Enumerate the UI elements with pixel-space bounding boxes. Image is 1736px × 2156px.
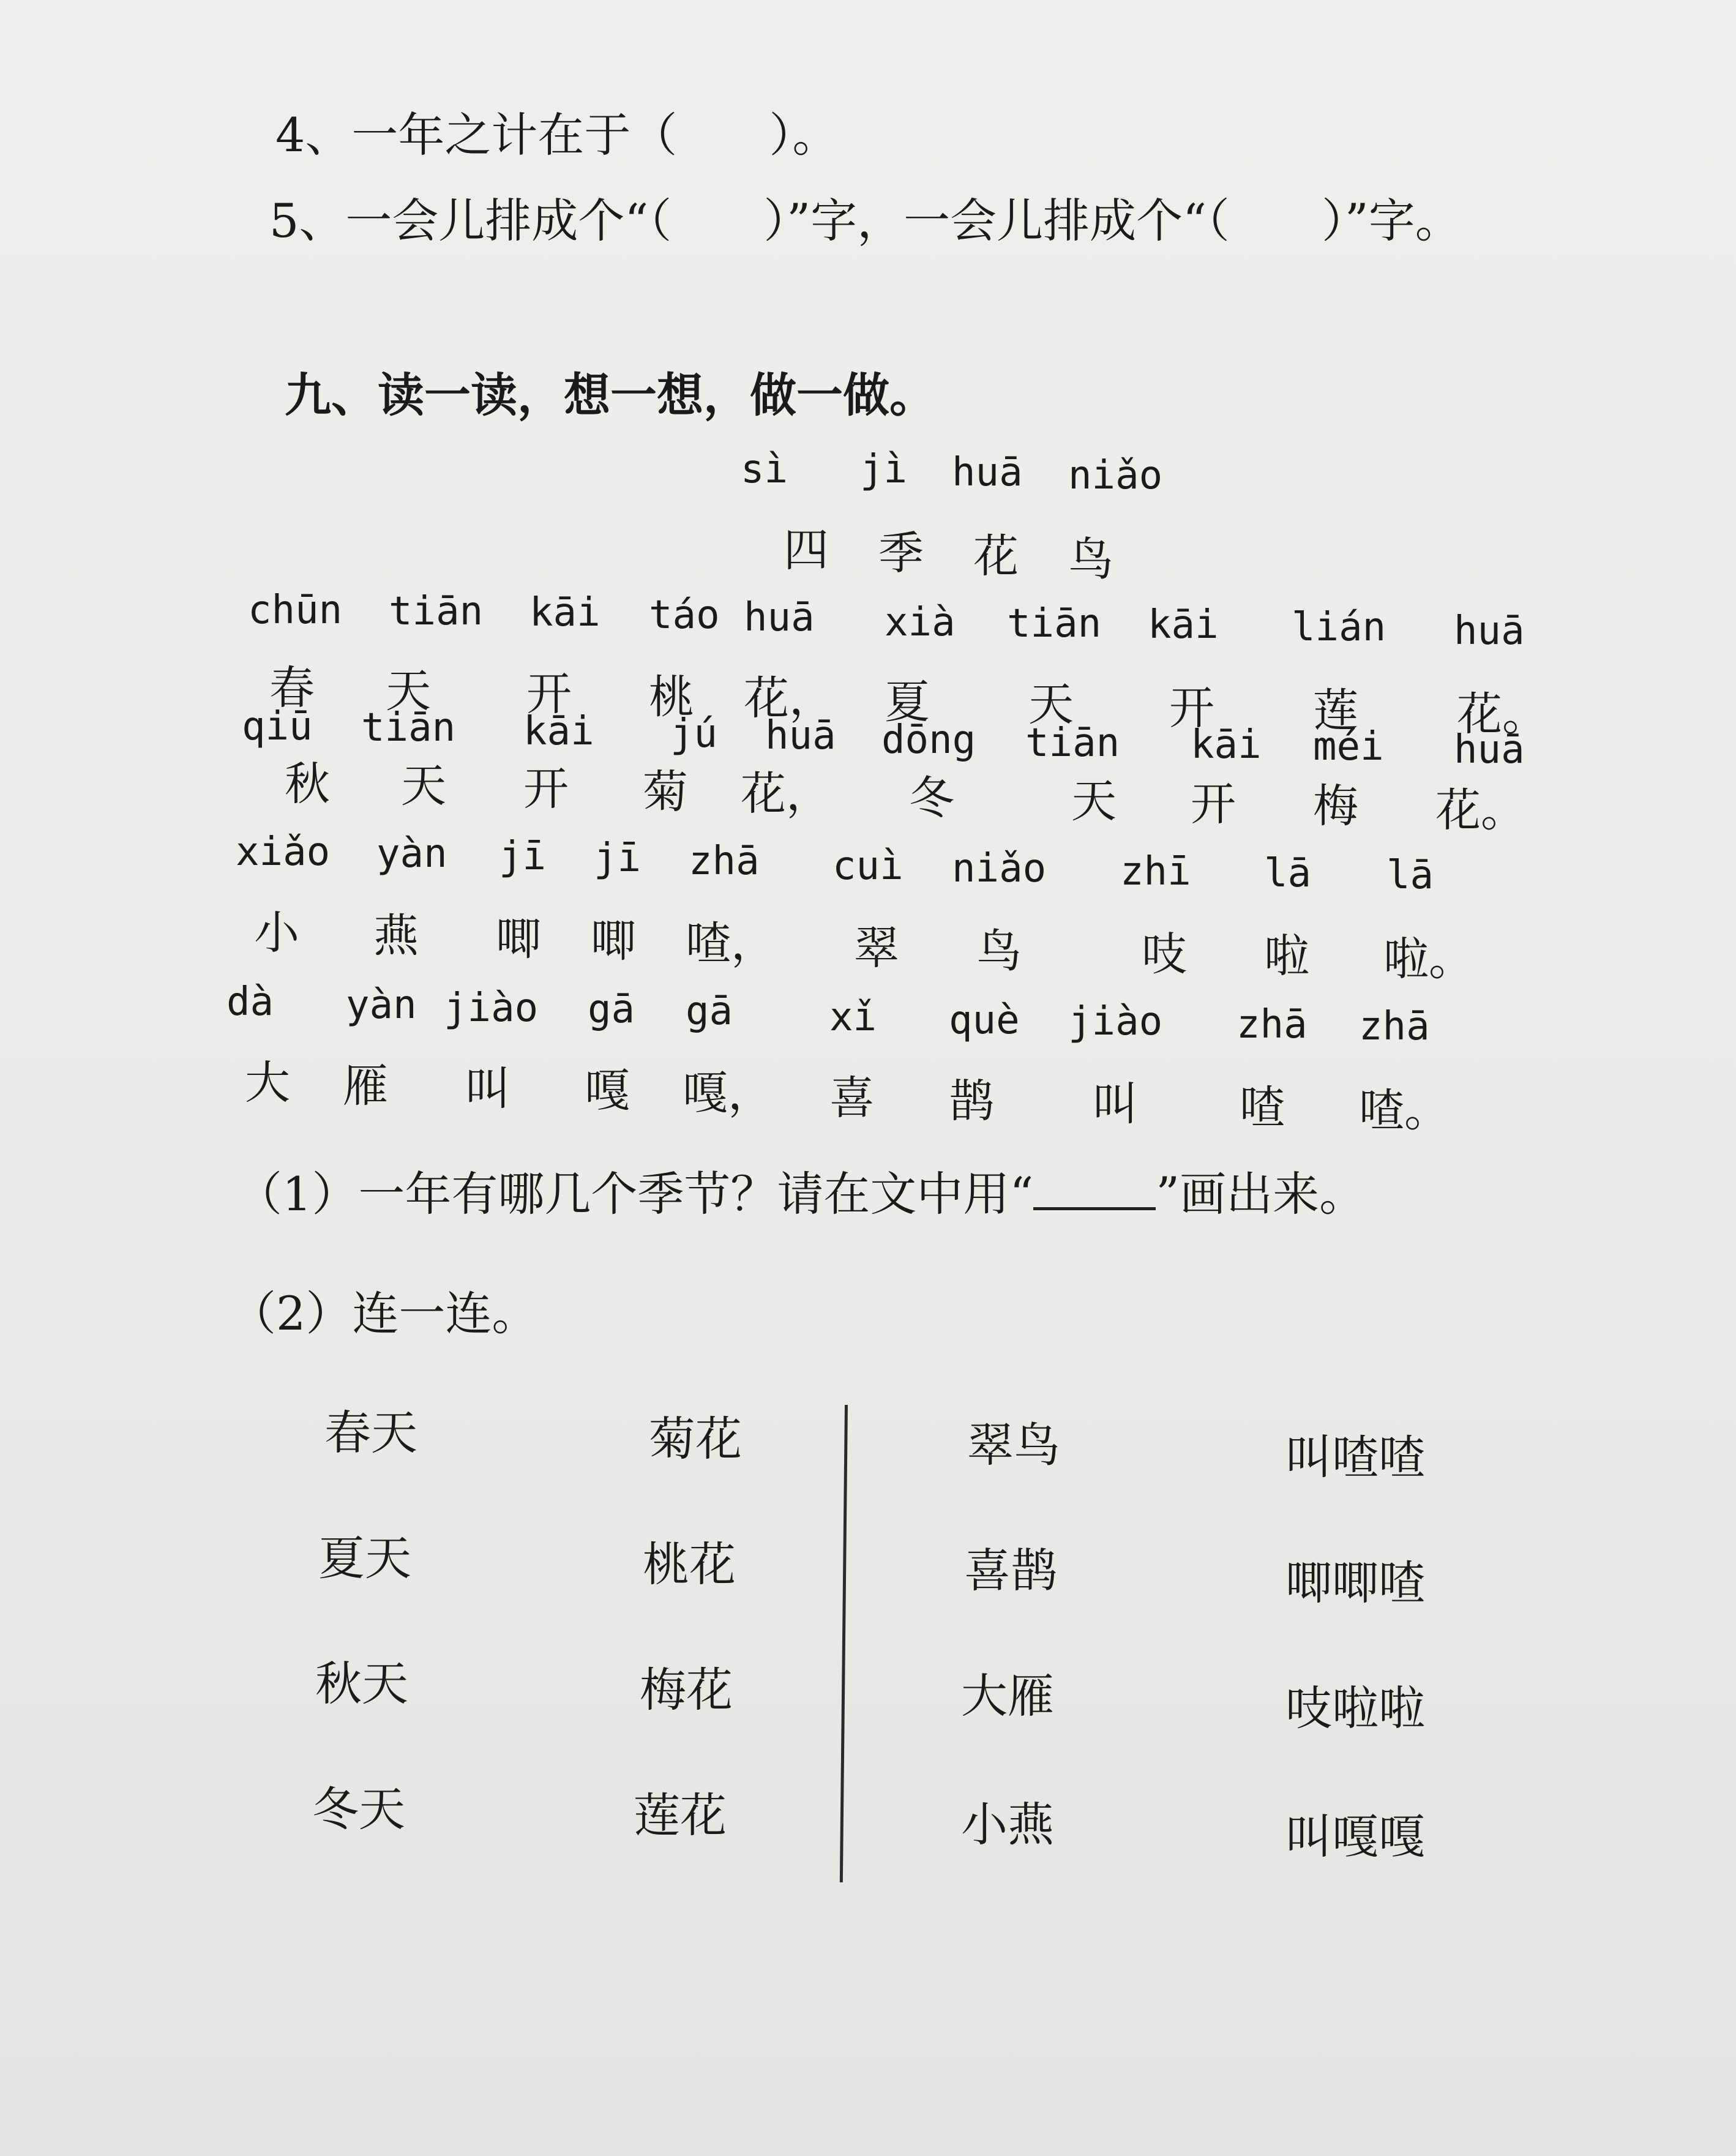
line4-char-6: 喜 xyxy=(829,1072,875,1125)
line3-pinyin-3: jī xyxy=(499,834,547,879)
line3-char-6: 翠 xyxy=(854,922,899,975)
line3-pinyin-2: yàn xyxy=(376,831,447,877)
match-season-3[interactable]: 秋天 xyxy=(315,1656,408,1711)
line4-pinyin-7: què xyxy=(949,998,1020,1043)
poem-title-pinyin-2: jì xyxy=(860,447,908,492)
match-flower-3[interactable]: 梅花 xyxy=(640,1663,733,1717)
line4-char-3: 叫 xyxy=(465,1063,511,1115)
match-bird-4[interactable]: 小燕 xyxy=(961,1797,1054,1852)
line3-pinyin-8: zhī xyxy=(1120,849,1191,894)
line1-pinyin-8: kāi xyxy=(1148,602,1219,648)
poem-title-pinyin-3: huā xyxy=(952,450,1023,495)
match-bird-1[interactable]: 翠鸟 xyxy=(967,1418,1060,1472)
line1-char-6: 夏 xyxy=(885,676,930,728)
line2-char-6: 冬 xyxy=(909,772,954,825)
line3-char-5: 喳， xyxy=(686,917,776,970)
line1-char-5: 花， xyxy=(744,672,834,725)
line1-pinyin-7: tiān xyxy=(1007,601,1102,646)
line2-pinyin-5: huā xyxy=(765,713,836,758)
line1-char-8: 开 xyxy=(1169,682,1214,735)
line2-char-3: 开 xyxy=(523,763,569,815)
poem-title-char-3: 花 xyxy=(973,530,1020,583)
line1-pinyin-6: xià xyxy=(885,600,956,645)
line2-pinyin-2: tiān xyxy=(361,705,456,750)
line1-char-4: 桃 xyxy=(649,671,694,724)
match-flower-2[interactable]: 桃花 xyxy=(643,1537,736,1592)
line3-pinyin-6: cuì xyxy=(832,844,904,889)
line2-pinyin-10: huā xyxy=(1454,727,1525,773)
line1-char-3: 开 xyxy=(526,668,572,721)
match-flower-1[interactable]: 菊花 xyxy=(649,1412,742,1466)
line3-pinyin-4: jī xyxy=(594,836,642,881)
line4-pinyin-1: dà xyxy=(226,979,274,1025)
match-bird-2[interactable]: 喜鹊 xyxy=(964,1543,1057,1598)
line4-pinyin-6: xǐ xyxy=(829,995,877,1040)
line1-pinyin-1: chūn xyxy=(248,588,343,633)
poem-title-pinyin-1: sì xyxy=(741,447,788,492)
line4-char-9: 喳 xyxy=(1240,1081,1285,1134)
poem-title-char-1: 四 xyxy=(784,524,830,577)
match-season-1[interactable]: 春天 xyxy=(324,1406,417,1460)
line3-char-1: 小 xyxy=(254,907,299,959)
line4-pinyin-9: zhā xyxy=(1237,1002,1308,1047)
line3-pinyin-7: niǎo xyxy=(952,846,1047,891)
line1-char-10: 花。 xyxy=(1457,688,1547,741)
section-title: 九、读一读，想一想，做一做。 xyxy=(285,368,936,422)
sub-question-2: （2）连一连。 xyxy=(230,1286,539,1341)
line4-char-1: 大 xyxy=(245,1057,290,1109)
line3-pinyin-5: zhā xyxy=(689,839,760,884)
line1-char-7: 天 xyxy=(1028,678,1074,731)
line3-char-4: 唧 xyxy=(591,915,636,967)
line4-pinyin-3: jiào xyxy=(444,986,539,1031)
matching-divider xyxy=(840,1405,848,1882)
line4-char-7: 鹊 xyxy=(949,1075,994,1128)
line2-char-1: 秋 xyxy=(285,758,330,810)
line4-pinyin-10: zhā xyxy=(1359,1004,1430,1049)
question-4-tail: ）。 xyxy=(769,108,839,162)
match-bird-3[interactable]: 大雁 xyxy=(961,1669,1054,1723)
line2-pinyin-1: qiū xyxy=(242,704,313,749)
line1-pinyin-4: táo xyxy=(649,593,720,638)
line2-char-10: 花。 xyxy=(1435,784,1526,837)
line1-char-1: 春 xyxy=(269,662,315,714)
match-call-3[interactable]: 吱啦啦 xyxy=(1285,1681,1425,1735)
line1-char-9: 莲 xyxy=(1313,684,1358,737)
sub-question-1 xyxy=(236,1157,1366,1224)
line2-char-8: 开 xyxy=(1191,778,1236,831)
line2-pinyin-3: kāi xyxy=(523,709,594,754)
answer-underline-sample xyxy=(1033,1170,1156,1210)
match-flower-4[interactable]: 莲花 xyxy=(634,1788,727,1843)
line1-pinyin-9: lián xyxy=(1292,605,1386,650)
line3-pinyin-9: lā xyxy=(1264,851,1312,896)
match-call-4[interactable]: 叫嘎嘎 xyxy=(1285,1810,1425,1864)
question-5-part-c: ）”字。 xyxy=(1321,193,1462,248)
line1-pinyin-5: huā xyxy=(744,595,815,640)
match-season-4[interactable]: 冬天 xyxy=(312,1782,405,1836)
match-season-2[interactable]: 夏天 xyxy=(318,1531,411,1585)
line2-pinyin-7: tiān xyxy=(1025,721,1120,766)
line1-char-2: 天 xyxy=(386,665,431,717)
line3-char-8: 吱 xyxy=(1142,928,1187,981)
question-5-part-a: 5、一会儿排成个“（ xyxy=(269,193,672,248)
line3-char-2: 燕 xyxy=(373,910,419,962)
line4-pinyin-4: gā xyxy=(588,987,635,1032)
line2-pinyin-9: méi xyxy=(1313,724,1384,769)
line2-pinyin-8: kāi xyxy=(1191,722,1262,768)
line3-char-3: 唧 xyxy=(496,913,541,965)
question-4-text: 4、一年之计在于（ xyxy=(275,108,678,162)
line2-char-5: 花， xyxy=(741,768,831,820)
line3-char-7: 鸟 xyxy=(976,925,1022,978)
line3-char-10: 啦。 xyxy=(1383,933,1474,986)
poem-title-pinyin-4: niǎo xyxy=(1068,453,1163,498)
sub-question-1-text: （1）一年有哪几个季节？请在文中用“ xyxy=(236,1167,1034,1221)
line3-pinyin-1: xiǎo xyxy=(236,829,331,875)
line2-char-4: 菊 xyxy=(643,766,688,818)
line2-pinyin-6: dōng xyxy=(881,717,976,763)
line1-pinyin-3: kāi xyxy=(529,590,600,635)
match-call-1[interactable]: 叫喳喳 xyxy=(1285,1430,1425,1484)
line4-char-4: 嘎 xyxy=(585,1065,630,1117)
line4-char-10: 喳。 xyxy=(1359,1084,1450,1137)
line4-pinyin-8: jiào xyxy=(1068,999,1163,1044)
question-5-part-b: ）”字，一会儿排成个“（ xyxy=(763,193,1230,248)
line2-char-7: 天 xyxy=(1071,775,1117,828)
question-4 xyxy=(275,98,839,165)
line3-pinyin-10: lā xyxy=(1386,853,1434,898)
line4-pinyin-2: yàn xyxy=(346,983,417,1028)
poem-title-char-4: 鸟 xyxy=(1068,533,1115,586)
poem-title-char-2: 季 xyxy=(878,527,925,580)
sub-question-1-tail: ”画出来。 xyxy=(1156,1167,1366,1221)
match-call-2[interactable]: 唧唧喳 xyxy=(1285,1555,1425,1610)
line4-char-2: 雁 xyxy=(343,1060,388,1112)
line3-char-9: 啦 xyxy=(1264,930,1309,983)
line1-pinyin-10: huā xyxy=(1454,608,1525,654)
line4-char-5: 嘎， xyxy=(683,1067,773,1120)
line2-char-9: 梅 xyxy=(1313,780,1358,833)
line1-pinyin-2: tiān xyxy=(389,589,484,634)
line2-char-2: 天 xyxy=(401,760,446,812)
line2-pinyin-4: jú xyxy=(670,711,718,757)
line4-char-8: 叫 xyxy=(1093,1078,1138,1131)
line4-pinyin-5: gā xyxy=(686,989,733,1034)
question-5 xyxy=(269,184,1462,250)
